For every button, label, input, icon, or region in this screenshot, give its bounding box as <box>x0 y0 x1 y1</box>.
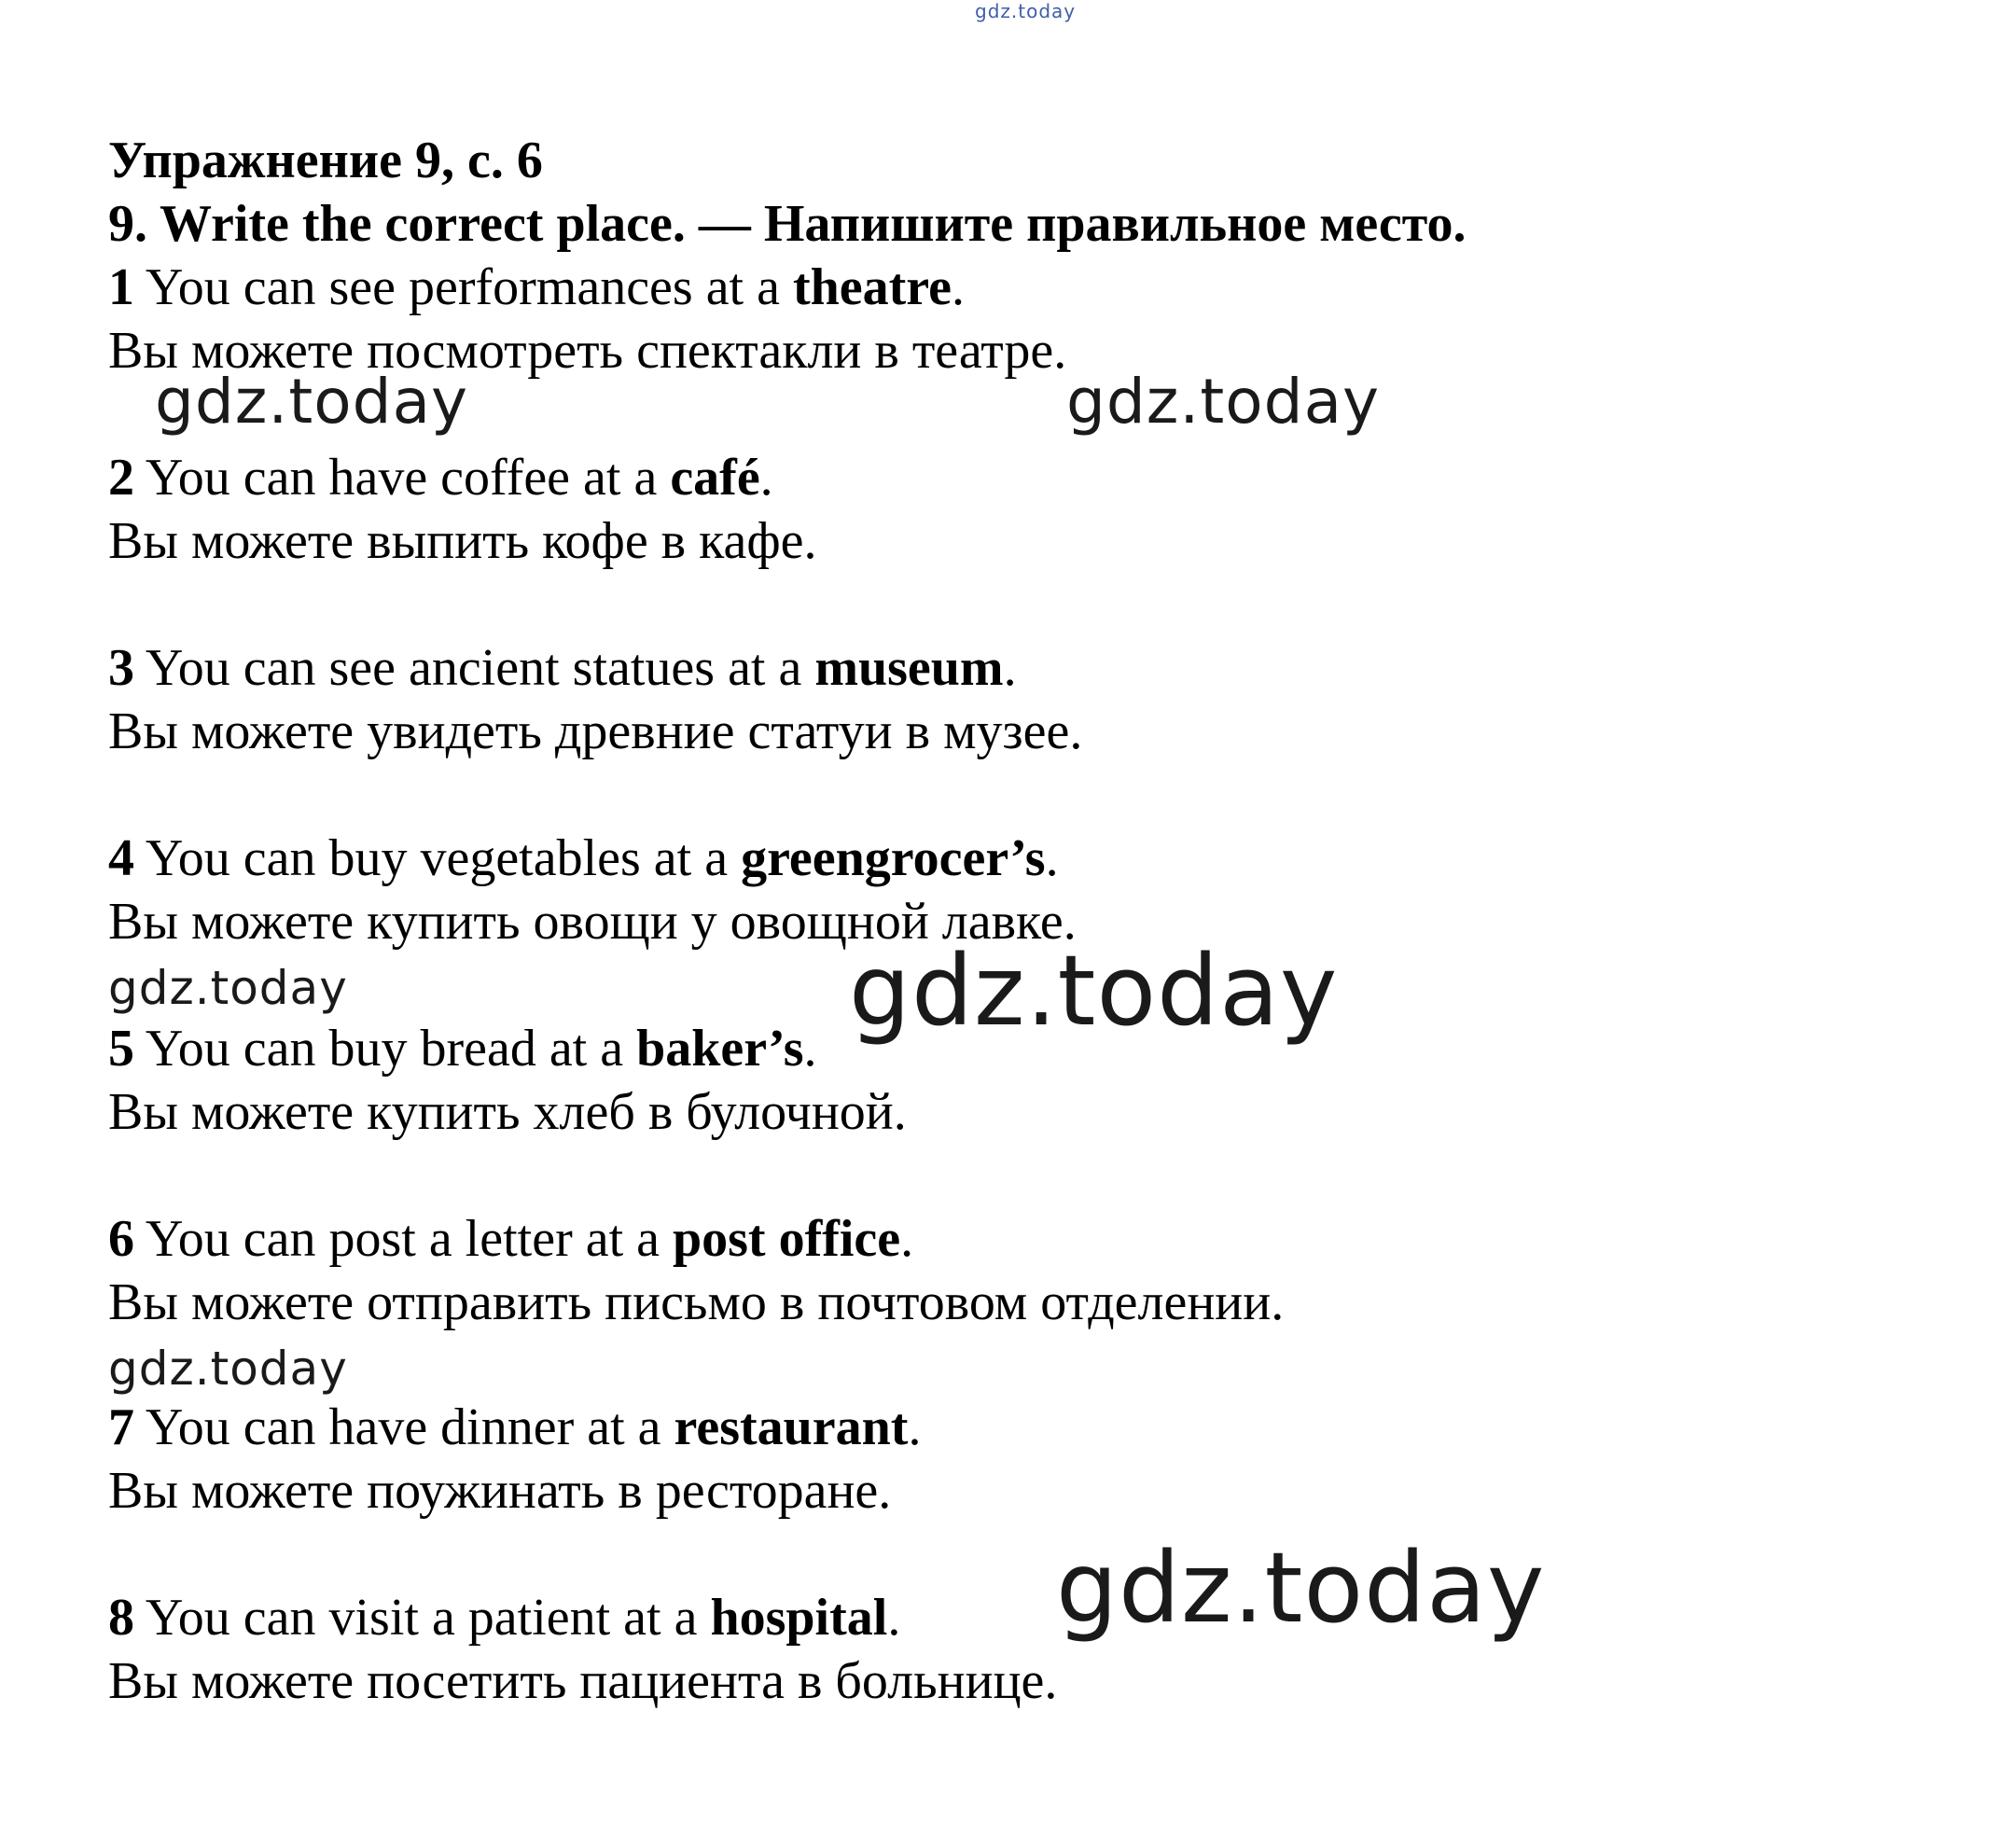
item-4-number: 4 <box>108 829 134 887</box>
item-4-sentence <box>108 828 1059 888</box>
item-4-translation: Вы можете купить овощи у овощной лавке. <box>108 893 1077 951</box>
item-1-text: You can see performances at a <box>145 258 780 316</box>
item-2-translation: Вы можете выпить кофе в кафе. <box>108 512 817 570</box>
item-5-text: You can buy bread at a <box>145 1020 624 1078</box>
item-2-answer: café <box>670 449 760 507</box>
item-5-answer: baker’s <box>636 1020 804 1078</box>
item-5-end: . <box>803 1020 817 1078</box>
item-8-number: 8 <box>108 1589 134 1647</box>
watermark-2: gdz.today <box>1066 366 1381 438</box>
item-7-text: You can have dinner at a <box>145 1398 661 1456</box>
item-5-sentence <box>108 1019 816 1078</box>
item-3-number: 3 <box>108 639 134 697</box>
item-4-text: You can buy vegetables at a <box>145 829 729 887</box>
item-2-sentence <box>108 448 773 508</box>
item-7-sentence <box>108 1398 921 1457</box>
watermark-top: gdz.today <box>975 0 1077 22</box>
item-1-sentence <box>108 257 965 317</box>
item-6-text: You can post a letter at a <box>145 1210 660 1268</box>
item-3-translation: Вы можете увидеть древние статуи в музее. <box>108 702 1083 760</box>
watermark-6: gdz.today <box>1056 1531 1546 1645</box>
item-7-translation: Вы можете поужинать в ресторане. <box>108 1462 892 1520</box>
item-6-end: . <box>900 1210 914 1268</box>
item-8-translation: Вы можете посетить пациента в больнице. <box>108 1652 1058 1710</box>
item-7-number: 7 <box>108 1398 134 1456</box>
item-6-sentence <box>108 1209 913 1269</box>
item-8-end: . <box>887 1589 901 1647</box>
item-8-answer: hospital <box>710 1589 888 1647</box>
item-2-text: You can have coffee at a <box>145 449 658 507</box>
item-2-end: . <box>759 449 773 507</box>
item-1-answer: theatre <box>792 258 952 316</box>
item-7-answer: restaurant <box>674 1398 909 1456</box>
item-4-answer: greengrocer’s <box>741 829 1046 887</box>
item-6-translation: Вы можете отправить письмо в почтовом отделении. <box>108 1273 1285 1331</box>
item-3-sentence <box>108 638 1017 698</box>
item-1-number: 1 <box>108 258 134 316</box>
watermark-4: gdz.today <box>849 934 1339 1048</box>
item-8-text: You can visit a patient at a <box>145 1589 698 1647</box>
item-6-answer: post office <box>672 1210 901 1268</box>
watermark-5: gdz.today <box>108 1342 348 1396</box>
item-3-text: You can see ancient statues at a <box>145 639 802 697</box>
item-4-end: . <box>1045 829 1059 887</box>
item-8-sentence <box>108 1588 900 1648</box>
item-1-translation: Вы можете посмотреть спектакли в театре. <box>108 322 1067 380</box>
item-1-end: . <box>951 258 965 316</box>
item-5-translation: Вы можете купить хлеб в булочной. <box>108 1083 907 1141</box>
item-6-number: 6 <box>108 1210 134 1268</box>
exercise-title: Упражнение 9, с. 6 <box>108 132 543 189</box>
item-7-end: . <box>908 1398 922 1456</box>
item-3-end: . <box>1003 639 1017 697</box>
item-3-answer: museum <box>814 639 1004 697</box>
watermark-1: gdz.today <box>155 366 469 438</box>
item-2-number: 2 <box>108 449 134 507</box>
item-5-number: 5 <box>108 1020 134 1078</box>
watermark-3: gdz.today <box>108 961 348 1015</box>
task-instruction: 9. Write the correct place. — Напишите правильное место. <box>108 195 1467 253</box>
